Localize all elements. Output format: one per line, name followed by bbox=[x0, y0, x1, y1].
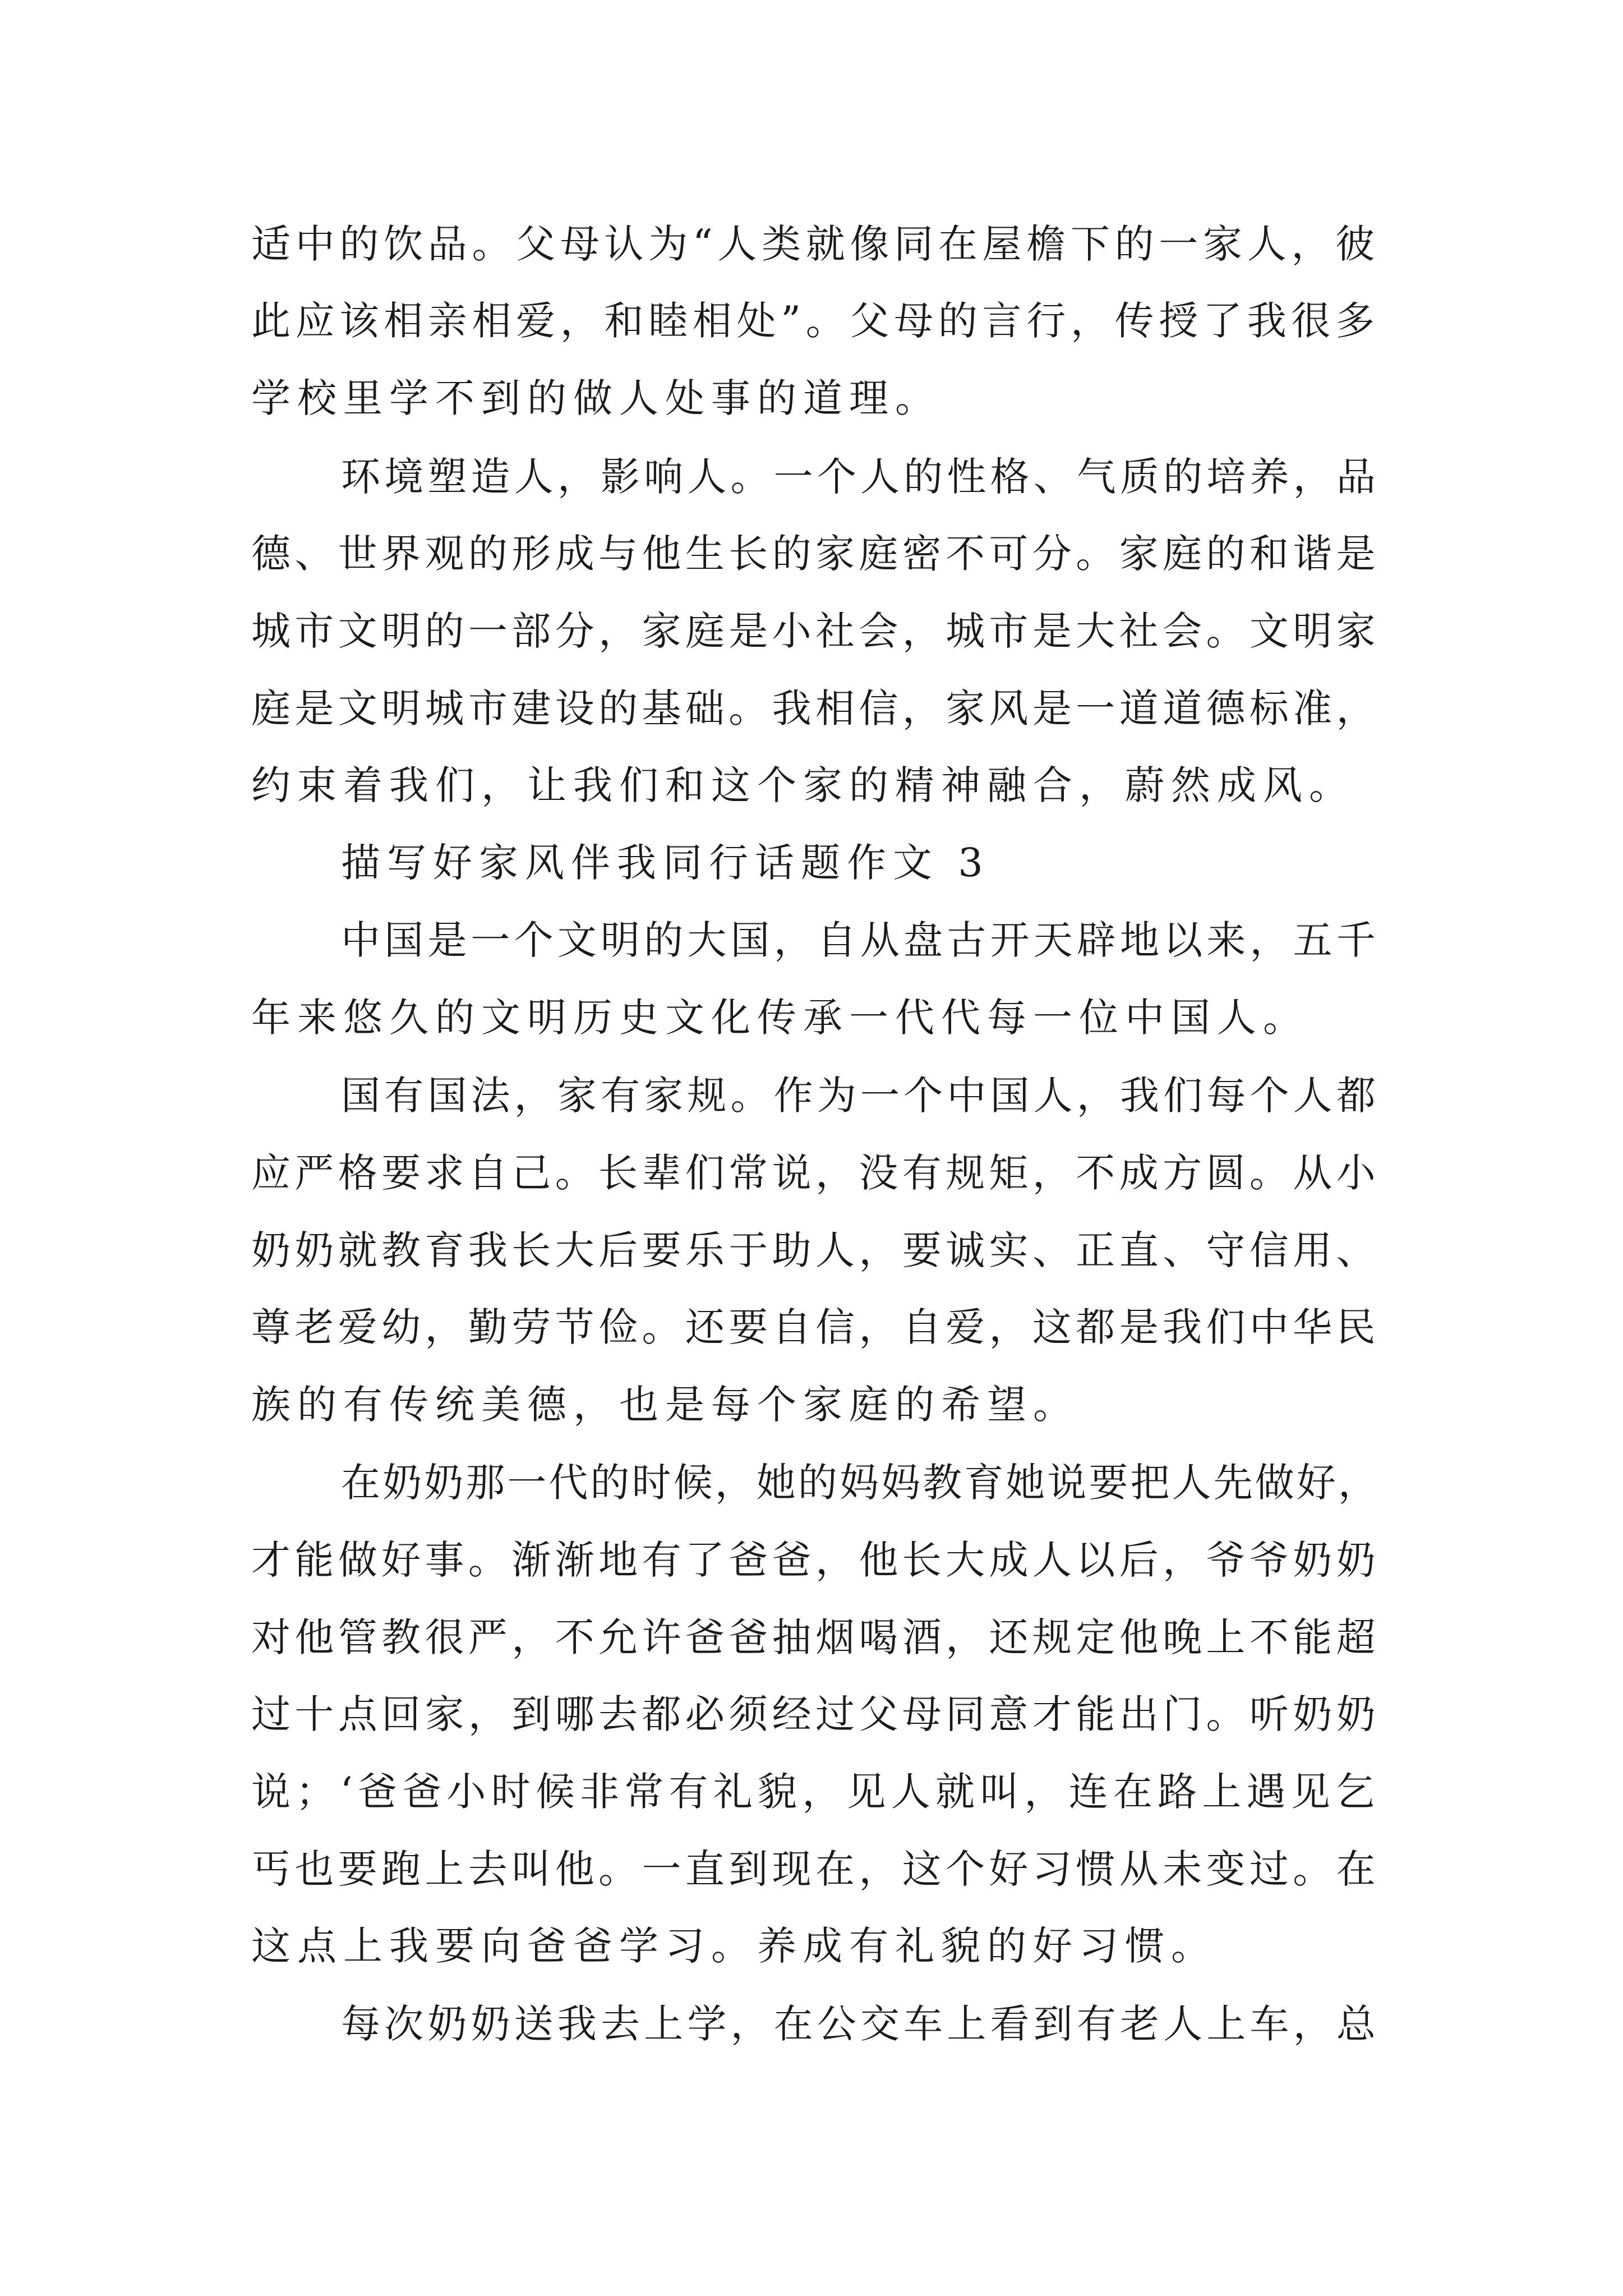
text-line: 丐也要跑上去叫他。一直到现在，这个好习惯从未变过。在 bbox=[251, 1846, 1380, 1892]
paragraph-first-line: 中国是一个文明的大国，自从盘古开天辟地以来，五千 bbox=[341, 917, 1380, 963]
text-line: 城市文明的一部分，家庭是小社会，城市是大社会。文明家 bbox=[251, 608, 1380, 654]
text-line: 对他管教很严，不允许爸爸抽烟喝酒，还规定他晚上不能超 bbox=[251, 1614, 1380, 1660]
text-line: 年来悠久的文明历史文化传承一代代每一位中国人。 bbox=[251, 995, 1309, 1041]
text-line: 德、世界观的形成与他生长的家庭密不可分。家庭的和谐是 bbox=[251, 531, 1380, 577]
paragraph-first-line: 环境塑造人，影响人。一个人的性格、气质的培养，品 bbox=[341, 454, 1380, 500]
text-line: 应严格要求自己。长辈们常说，没有规矩，不成方圆。从小 bbox=[251, 1150, 1380, 1196]
paragraph-first-line: 国有国法，家有家规。作为一个中国人，我们每个人都 bbox=[341, 1073, 1380, 1119]
text-line: 奶奶就教育我长大后要乐于助人，要诚实、正直、守信用、 bbox=[251, 1227, 1380, 1273]
text-line: 庭是文明城市建设的基础。我相信，家风是一道道德标准， bbox=[251, 685, 1380, 731]
text-line: 尊老爱幼，勤劳节俭。还要自信，自爱，这都是我们中华民 bbox=[251, 1304, 1380, 1350]
section-heading: 描写好家风伴我同行话题作文 3 bbox=[341, 840, 990, 886]
paragraph-first-line: 每次奶奶送我去上学，在公交车上看到有老人上车，总 bbox=[341, 2001, 1380, 2047]
text-line: 适中的饮品。父母认为“人类就像同在屋檐下的一家人，彼 bbox=[251, 221, 1380, 267]
text-line: 学校里学不到的做人处事的道理。 bbox=[251, 375, 941, 421]
text-line: 此应该相亲相爱，和睦相处”。父母的言行，传授了我很多 bbox=[251, 298, 1380, 344]
text-line: 才能做好事。渐渐地有了爸爸，他长大成人以后，爷爷奶奶 bbox=[251, 1537, 1380, 1583]
text-line: 约束着我们，让我们和这个家的精神融合，蔚然成风。 bbox=[251, 762, 1355, 808]
text-line: 这点上我要向爸爸学习。养成有礼貌的好习惯。 bbox=[251, 1923, 1217, 1969]
paragraph-first-line: 在奶奶那一代的时候，她的妈妈教育她说要把人先做好， bbox=[341, 1460, 1380, 1506]
text-line: 过十点回家，到哪去都必须经过父母同意才能出门。听奶奶 bbox=[251, 1691, 1380, 1737]
text-line: 族的有传统美德，也是每个家庭的希望。 bbox=[251, 1382, 1079, 1428]
text-line: 说；‘爸爸小时候非常有礼貌，见人就叫，连在路上遇见乞 bbox=[251, 1769, 1380, 1815]
